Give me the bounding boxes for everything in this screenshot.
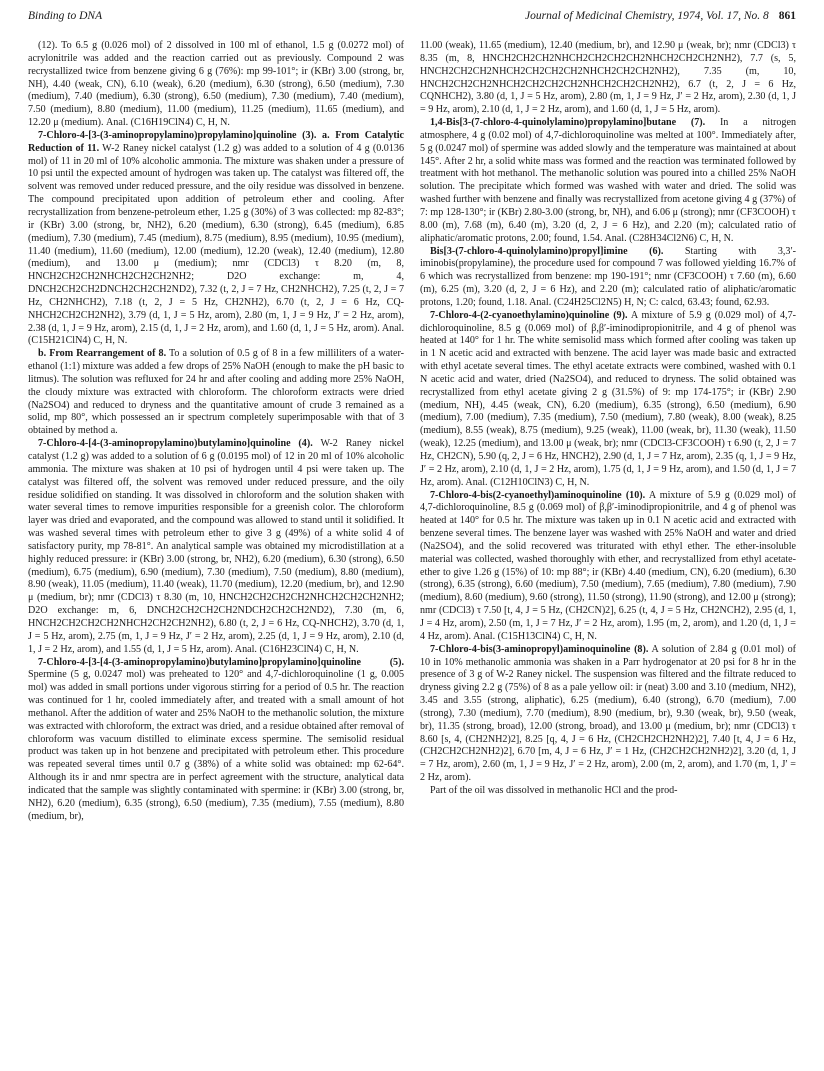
right-column (420, 40, 796, 1062)
paragraph-text: W-2 Raney nickel catalyst (1.2 g) was added to a solution of 6 g (0.0195 mol) of 12 in 20 ml of 10% alcoholic ammonia. The mixture was shaken at 10 psi of hydrogen until 4 psi were taken up. The catalyst was filtered off, the solvent was removed under reduced pressure, and the oily residue solidified on standing. It was dissolved in chloroform and the solution shaken with water several times to remove impurities responsible for a greenish color. The chloroform layer was dried and evaporated, and the compound was allowed to stand until it solidified. It was washed several times with petroleum ether to give 3 g (49%) of a white solid 4 of satisfactory purity, mp 78-81°. An analytical sample was obtained my microdistillation at a highly reduced pressure: ir (KBr) 3.00 (strong, br, NH2), 6.20 (medium), 6.30 (strong), 6.50 (medium), 6.75 (medium), 6.90 (medium), 7.30 (medium), 7.50 (medium), 8.80 (medium), 8.90 (weak), 11.05 (medium), 11.40 (weak), 11.70 (medium), 12.20 (medium, br), and 12.90 μ (medium, br); nmr (CDCl3) τ 8.30 (m, 10, HNCH2CH2CH2CH2NHCH2CH2CH2NH2; D2O exchange: m, 6, DNCH2CH2CH2CH2NDCH2CH2CH2ND2), 7.30 (m, 6, HNCH2CH2CH2CH2NHCH2CH2CH2NH2), 6.80 (t, 2, J = 6 Hz, CQ-NHCH2), 3.70 (d, 1, J = 5 Hz, arom), 2.75 (m, 1, J = 9 Hz, J′ = 2 Hz, arom), 2.25 (d, 1, J = 9 Hz, arom), 2.10 (d, 1, J = 2 Hz, arom), and 1.55 (d, 1, J = 5 Hz, arom). Anal. (C16H23ClN4) C, H, N. (28, 438, 404, 655)
paragraph-text: Spermine (5 g, 0.0247 mol) was preheated to 120° and 4,7-dichloroquinoline (1 g, 0.005 mol) was added in small portions under vigorous stirring for a period of 0.5 hr. The reaction was continued for 1 hr, cooled immediately after, and treated with a small amount of hot methanol. After the addition of water and 25% NaOH to the methanolic solution, the mixture was extracted with chloroform, the extract was dried, and a residue obtained after removal of chloroform was vacuum distilled to eliminate excess spermine. The semisolid residual product was taken up in hot benzene and precipitated with petroleum ether. This procedure was repeated several times until 0.7 g (38%) of a white solid was obtained: mp 62-64°. Although its ir and nmr spectra are in perfect agreement with the structure, analytical data indicated that the sample was slightly contaminated with spermine: ir (KBr) 3.00 (strong, br, NH2), 6.20 (medium), 6.35 (strong), 6.50 (medium), 7.35 (medium), 7.55 (medium), 8.80 (medium, br), (28, 669, 404, 822)
section-heading: Bis[3-(7-chloro-4-quinolylamino)propyl]imine (6). (430, 245, 664, 257)
paragraph-text: 11.00 (weak), 11.65 (medium), 12.40 (medium, br), and 12.90 μ (weak, br); nmr (CDCl3) τ 8.35 (m, 8, HNCH2CH2CH2NHCH2CH2CH2CH2NHCH2CH2CH2NH2), 7.7 (s, 5, HNCH2CH2CH2NHCH2CH2CH2CH2NHCH2CH2CH2NH2), 7.35 (m, 10, HNCH2CH2CH2NHCH2CH2CH2CH2NHCH2CH2CH2NH2), 6.7 (t, 2, J = 6 Hz, CQNHCH2), 3.80 (d, 1, J = 5 Hz, arom), 2.80 (m, 1, J = 9 Hz, J′ = 2 Hz, arom), 2.30 (d, 1, J = 9 Hz, arom), 2.10 (d, 1, J = 2 Hz, arom), and 1.60 (d, 1, J = 5 Hz, arom). (420, 40, 796, 116)
paragraph (28, 438, 404, 656)
paragraph-text: Part of the oil was dissolved in methanolic HCl and the prod- (430, 784, 678, 796)
paragraph (420, 246, 796, 310)
journal-citation-group (525, 10, 796, 22)
paragraph (420, 40, 796, 117)
paragraph-text: A mixture of 5.9 g (0.029 mol) of 4,7-dichloroquinoline, 8.5 g (0.069 mol) of β,β′-iminodipropionitrile, and 4 g of phenol was heated at 140° for 1 hr. The white semisolid mass which formed after cooling was taken up in 1 N acetic acid and extracted with benzene. The acid layer was made basic and extracted with ethyl acetate several times. The ethyl acetate extracts were combined, washed with 0.1 N acetic acid and water, dried (Na2SO4), and reduced to dryness. The solid obtained was recrystallized from ethyl acetate giving 2 g (31.5%) of 9: mp 174-175°; ir (KBr) 2.90 (medium, NH), 4.45 (weak, CN), 6.20 (medium), 6.35 (strong), 6.50 (medium), 6.90 (medium), 7.00 (medium), 7.35 (medium), 7.50 (medium), 7.80 (weak), 8.00 (weak), 8.25 (medium), 8.55 (weak), 8.75 (medium), 9.25 (weak), 11.00 (weak, br), 11.30 (weak), 11.50 (weak), 12.25 (medium), and 13.00 μ (weak, br); nmr (CDCl3-CF3COOH) τ 6.90 (t, 2, J = 7 Hz, CH2CN), 5.90 (q, 2, J = 6 Hz, HNCH2), 2.90 (d, 1, J = 7 Hz, arom), 2.35 (q, 1, J = 9 Hz, J′ = 2 Hz, arom), 2.10 (d, 1, J = 2 Hz, arom), 1.75 (d, 1, J = 9 Hz, arom), and 1.50 (d, 1, J = 7 Hz, arom). Anal. (C12H10ClN3) C, H, N. (420, 309, 796, 488)
page-number: 861 (778, 10, 796, 22)
section-heading: 7-Chloro-4-[3-[4-(3-aminopropylamino)butylamino]propylamino]quinoline (5). (38, 656, 404, 668)
paragraph (420, 310, 796, 490)
section-heading: 7-Chloro-4-(2-cyanoethylamino)quinoline (9). (430, 309, 628, 321)
paragraph-text: A mixture of 5.9 g (0.029 mol) of 4,7-dichloroquinoline, 8.5 g (0.069 mol) of β,β′-iminodipropionitrile, and 4 g of phenol was heated at 140° for 0.5 hr. The mixture was taken up in 0.1 N acetic acid and extracted with benzene several times. The benzene layer was washed with 25% NaOH and water and dried (Na2SO4), and the solid recovered was triturated with ethyl ether. The ether-insoluble material was collected, washed thoroughly with ether, and recrystallized from ethyl acetate-ether to give 1.26 g (15%) of 10: mp 88°; ir (KBr) 4.40 (medium, CN), 6.20 (medium), 6.30 (strong), 6.35 (strong), 6.60 (medium), 7.50 (medium), 7.65 (medium), 7.80 (medium), 7.90 (medium), 8.60 (medium), 9.60 (strong), 11.50 (strong), 11.90 (strong), and 12.00 μ (strong); nmr (CDCl3) τ 7.50 [t, 4, J = 5 Hz, (CH2CN)2], 6.25 (t, 4, J = 5 Hz, CH2NCH2), 2.95 (d, 1, J = 4 Hz, arom), 2.50 (m, 1, J = 7 Hz, J′ = 2 Hz, arom), 1.95 (m, 2, arom), and 1.20 (d, 1, J = 4 Hz, arom). Anal. (C15H13ClN4) C, H, N. (420, 489, 796, 642)
paragraph (420, 644, 796, 785)
running-title: Binding to DNA (28, 10, 103, 22)
section-heading: 1,4-Bis[3-(7-chloro-4-quinolylamino)propylamino]butane (7). (430, 117, 706, 129)
paragraph-text: Starting with 3,3′-iminobis(propylamine), the procedure used for compound 7 was followed yielding 16.7% of 6 which was recrystallized from benzene: mp 190-191°; nmr (CF3COOH) τ 7.60 (m), 6.60 (m), 6.25 (m), 3.20 (d, 2, J = 6 Hz), and 2.20 (m); calculated ratio of aliphatic/aromatic protons, 1.20; found, 1.18. Anal. (C24H25Cl2N5) H, N; C: calcd, 63.43; found, 62.93. (420, 245, 796, 308)
section-heading: b. From Rearrangement of 8. (38, 348, 167, 360)
paragraph-text: To a solution of 0.5 g of 8 in a few milliliters of a water-ethanol (1:1) mixture was added a few drops of 25% NaOH (enough to make the pH basic to litmus). The solution was refluxed for 24 hr and after cooling and adding more 25% NaOH, the cloudy mixture was extracted with chloroform. The chloroform extracts were dried (Na2SO4) and reduced to dryness and the quantitative amount of crude 3 remained as a solid, mp 80°, which possessed an ir spectrum completely superimposable with that of 3 obtained by method a. (28, 348, 404, 437)
journal-citation: Journal of Medicinal Chemistry, 1974, Vol. 17, No. 8 (525, 10, 769, 22)
paragraph-text: In a nitrogen atmosphere, 4 g (0.02 mol) of 4,7-dichloroquinoline was melted at 100°. Immediately after, 5 g (0.0247 mol) of spermine was added slowly and the temperature was maintained at about 145°. After 2 hr, a solid white mass was formed and the reaction was terminated followed by treatment with hot methanol. The methanolic solution was poured into a chilled 25% NaOH solution. The precipitate which formed was washed with water and dried. The solid was washed further with benzene and finally was recrystallized from acetone giving 4 g (37%) of 7: mp 128-130°; ir (KBr) 2.80-3.00 (strong, br, NH), and 6.06 μ (strong); nmr (CF3COOH) τ 8.00 (m), 7.68 (m), 6.40 (m), 3.20 (d, 2, J = 6 Hz), and 2.20 (m); calculated ratio of aliphatic/aromatic protons, 2.00; found, 1.54. Anal. (C28H34Cl2N6) C, H, N. (420, 117, 796, 244)
paragraph (420, 117, 796, 245)
section-heading: 7-Chloro-4-bis(2-cyanoethyl)aminoquinoline (10). (430, 489, 646, 501)
paragraph (28, 40, 404, 130)
paragraph-text: W-2 Raney nickel catalyst (1.2 g) was added to a solution of 4 g (0.0136 mol) of 11 in 20 ml of 10% alcoholic ammonia. The mixture was shaken under a pressure of 10 psi until the expected amount of hydrogen was taken up. The catalyst was filtered off, the solvent was removed under reduced pressure, and the oily residue was dissolved in benzene. The compound precipitated upon addition of petroleum ether and cooling. After recrystallization from benzene-petroleum ether, 1.25 g (30%) of 3 was collected: mp 82-83°; ir (KBr) 3.00 (strong, br, NH2), 6.20 (medium), 6.30 (strong), 6.45 (medium), 6.85 (medium), 7.30 (medium), 7.45 (medium), 8.75 (medium), 8.95 (medium), 10.95 (medium), 11.40 (medium), 11.60 (medium), 12.00 (medium), 12.20 (weak), 12.40 (medium), 12.80 (medium), and 13.00 μ (medium); nmr (CDCl3) τ 8.20 (m, 8, HNCH2CH2CH2NHCH2CH2CH2NH2; D2O exchange: m, 4, DNCH2CH2CH2DNCH2CH2CH2ND2), 7.32 (t, 2, J = 7 Hz, CH2NHCH2), 7.25 (t, 2, J = 7 Hz, CH2NHCH2), 7.18 (t, 2, J = 5 Hz, CH2NH2), 6.70 (t, 2, J = 6 Hz, CQ-NHCH2CH2CH2NH2), 3.79 (d, 1, J = 5 Hz, arom), 2.80 (m, 1, J = 9 Hz, J′ = 2 Hz, arom), 2.38 (d, 1, J = 9 Hz, arom), 2.15 (d, 1, J = 2 Hz, arom), and 1.60 (d, 1, J = 5 Hz, arom). Anal. (C15H21ClN4) C, H, N. (28, 142, 404, 347)
paragraph (420, 785, 796, 798)
left-column (28, 40, 404, 1062)
paragraph (28, 130, 404, 348)
section-heading: 7-Chloro-4-bis(3-aminopropyl)aminoquinoline (8). (430, 643, 649, 655)
paragraph (28, 657, 404, 824)
running-header (28, 10, 796, 30)
paragraph-text: A solution of 2.84 g (0.01 mol) of 10 in 10% methanolic ammonia was shaken in a Parr hydrogenator at 20 psi for 8 hr in the presence of 3 g of W-2 Raney nickel. The suspension was filtered and the filtrate reduced to dryness giving 2.2 g (75%) of 8 as a pale yellow oil: ir (neat) 3.00 and 3.10 (medium, NH2), 3.45 and 3.55 (strong, aliphatic), 6.25 (medium), 6.40 (strong), 6.70 (medium), 7.00 (strong), 7.30 (medium), 7.70 (medium), 8.90 (medium, br), 9.30 (weak, br), 9.50 (weak, br), 11.35 (strong, broad), 12.00 (strong, broad), and 13.00 μ (medium, br); nmr (CDCl3) τ 8.60 [s, 4, (CH2NH2)2], 8.25 [q, 4, J = 6 Hz, (CH2CH2CH2NH2)2], 7.40 [t, 4, J = 6 Hz, (CH2CH2CH2NH2)2], 6.70 [m, 4, J = 6 Hz, J′ = 1 Hz, (CH2CH2CH2NH2)2], 3.20 (d, 1, J = 7 Hz, arom), 2.60 (m, 1, J = 9 Hz, J′ = 2 Hz, arom), 2.00 (m, 2, arom), and 1.70 (m, 1, J′ = 2 Hz, arom). (420, 643, 796, 784)
section-heading: 7-Chloro-4-[3-(3-aminopropylamino)propylamino]quinoline (3). a. From Catalytic Reduction of 11. (28, 129, 404, 154)
paragraph (28, 348, 404, 438)
paragraph (420, 490, 796, 644)
section-heading: 7-Chloro-4-[4-(3-aminopropylamino)butylamino]quinoline (4). (38, 438, 313, 450)
paragraph-text: (12). To 6.5 g (0.026 mol) of 2 dissolved in 100 ml of ethanol, 1.5 g (0.0272 mol) of acrylonitrile was added and the reaction carried out as previously. Compound 2 was recrystallized twice from benzene giving 6 g (76%): mp 99-101°; ir (KBr) 3.00 (strong, br, NH), 4.40 (weak, CN), 6.10 (weak), 6.20 (medium), 6.30 (strong), 6.50 (medium), 7.30 (medium), 7.40 (medium), 6.30 (strong), 6.50 (medium), 7.30 (medium), 7.40 (medium), 7.50 (medium), 8.80 (medium), 11.00 (medium), 11.25 (medium), 11.65 (medium), and 12.20 μ (medium). Anal. (C16H19ClN4) C, H, N. (28, 40, 404, 129)
